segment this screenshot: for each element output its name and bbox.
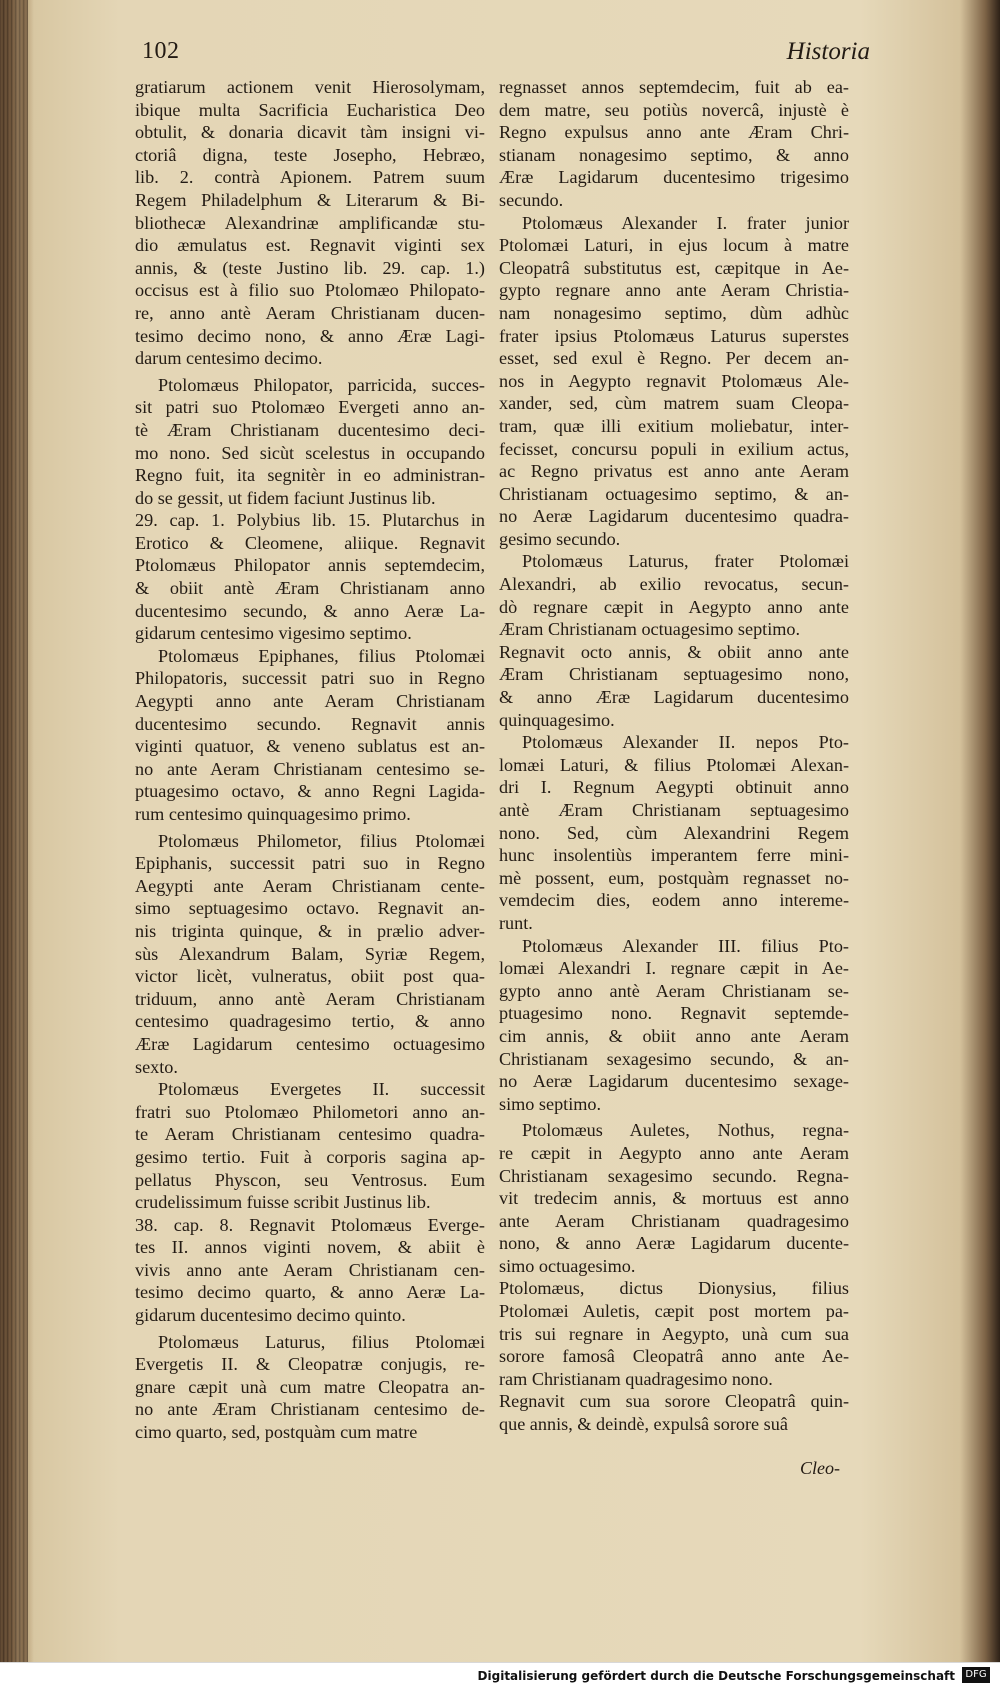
text-line: Æram Christianam octuagesimo septimo.	[499, 619, 801, 640]
text-line: nono. Sed, cùm Alexandrini Regem	[499, 822, 849, 843]
text-line: runt.	[499, 912, 533, 933]
text-line: triduum, anno antè Aeram Christianam	[135, 988, 485, 1009]
text-line: ptuagesimo octavo, & anno Regni Lagida-	[135, 781, 485, 802]
text-line: Christianam octuagesimo septimo, & an-	[499, 483, 849, 504]
text-line: Ptolomæus Epiphanes, filius Ptolomæi	[158, 645, 485, 666]
text-line: ibique multa Sacrificia Eucharistica Deo	[135, 99, 485, 120]
text-line: crudelissimum fuisse scribit Justinus lib.	[135, 1192, 431, 1213]
text-line: vemdecim dies, eodem anno intereme-	[499, 890, 849, 911]
text-line: no ante Æram Christianam centesimo de-	[135, 1399, 485, 1420]
text-line: Ptolomæus Evergetes II. successit	[158, 1079, 485, 1100]
funding-credit: Digitalisierung gefördert durch die Deutsche Forschungsgemeinschaft	[477, 1669, 955, 1683]
text-line: & anno Æræ Lagidarum ducentesimo	[499, 687, 849, 708]
text-line: Regnavit octo annis, & obiit anno ante	[499, 641, 849, 662]
text-line: esset, sed exul è Regno. Per decem an-	[499, 348, 849, 369]
text-line: stianam nonagesimo septimo, & anno	[499, 144, 849, 165]
text-line: Philopatoris, successit patri suo in Regno	[135, 668, 485, 689]
text-line: tes II. annos viginti novem, & abiit è	[135, 1237, 485, 1258]
text-line: mè possent, eum, postquàm regnasset no-	[499, 867, 849, 888]
text-line: Ptolomæus Alexander II. nepos Pto-	[522, 732, 849, 753]
right-text-column	[499, 76, 849, 1436]
text-line: Ptolomæus Laturus, filius Ptolomæi	[158, 1331, 485, 1352]
text-line: Æram Christianam septuagesimo nono,	[499, 664, 849, 685]
text-line: obtulit, & donaria dicavit tàm insigni vi-	[135, 122, 485, 143]
text-line: hunc insolentiùs imperantem ferre mini-	[499, 845, 849, 866]
text-line: viginti quatuor, & veneno sublatus est an-	[135, 736, 485, 757]
text-line: & obiit antè Æram Christianam anno	[135, 578, 485, 599]
text-line: vivis anno ante Aeram Christianam cen-	[135, 1259, 485, 1280]
text-line: fecisset, concursu populi in exilium actus,	[499, 438, 849, 459]
text-line: tesimo decimo nono, & anno Æræ Lagi-	[135, 325, 485, 346]
text-line: Ptolomæus, dictus Dionysius, filius	[499, 1278, 849, 1299]
text-line: Evergetis II. & Cleopatræ conjugis, re-	[135, 1354, 485, 1375]
text-line: darum centesimo decimo.	[135, 348, 323, 369]
text-line: Æræ Lagidarum centesimo octuagesimo	[135, 1033, 485, 1054]
text-line: gidarum centesimo vigesimo septimo.	[135, 623, 412, 644]
text-line: ante Aeram Christianam quadragesimo	[499, 1210, 849, 1231]
text-line: gypto regnare anno ante Aeram Christia-	[499, 280, 849, 301]
text-line: tris sui regnare in Aegypto, unà cum sua	[499, 1323, 849, 1344]
text-line: gnare cæpit unà cum matre Cleopatra an-	[135, 1376, 485, 1397]
text-line: gesimo secundo.	[499, 528, 621, 549]
text-line: tè Æram Christianam ducentesimo deci-	[135, 419, 485, 440]
text-line: annis, & (teste Justino lib. 29. cap. 1.)	[135, 257, 485, 278]
text-line: gratiarum actionem venit Hierosolymam,	[135, 77, 485, 97]
text-line: tesimo decimo quarto, & anno Aeræ La-	[135, 1282, 485, 1303]
text-line: simo septimo.	[499, 1093, 602, 1114]
text-line: que annis, & deindè, expulsâ sorore suâ	[499, 1414, 788, 1435]
running-title: Historia	[786, 38, 870, 65]
text-line: victor licèt, vulneratus, obiit post qua-	[135, 966, 485, 987]
text-line: te Aeram Christianam centesimo quadra-	[135, 1124, 485, 1145]
text-line: no Aeræ Lagidarum ducentesimo sexage-	[499, 1071, 849, 1092]
text-line: Regno fuit, ita segnitèr in eo administran-	[135, 465, 485, 486]
dfg-logo: DFG	[962, 1667, 990, 1683]
text-line: lib. 2. contrà Apionem. Patrem suum	[135, 167, 485, 188]
text-line: ctoriâ digna, teste Josepho, Hebræo,	[135, 144, 485, 165]
text-line: rum centesimo quinquagesimo primo.	[135, 804, 411, 824]
text-line: tram, quæ illi exitium moliebatur, inter-	[499, 415, 849, 436]
text-line: Ptolomæus Philopator annis septemdecim,	[135, 555, 485, 576]
text-line: Alexandri, ab exilio revocatus, secun-	[499, 574, 849, 595]
text-line: regnasset annos septemdecim, fuit ab ea-	[499, 77, 849, 97]
text-line: Ptolomæus Philopator, parricida, succes-	[158, 374, 485, 395]
text-line: Ptolomæus Philometor, filius Ptolomæi	[158, 830, 485, 851]
catchword: Cleo-	[800, 1458, 840, 1478]
text-line: Aegypti anno ante Aeram Christianam	[135, 691, 485, 712]
text-line: ptuagesimo nono. Regnavit septemde-	[499, 1003, 849, 1024]
text-line: re, anno antè Aeram Christianam ducen-	[135, 302, 485, 323]
text-line: lomæi Laturi, & filius Ptolomæi Alexan-	[499, 754, 849, 775]
text-line: centesimo quadragesimo tertio, & anno	[135, 1011, 485, 1032]
text-line: Cleopatrâ substitutus est, cæpitque in Ae-	[499, 257, 849, 278]
text-line: simo septuagesimo octavo. Regnavit an-	[135, 898, 485, 919]
page-number: 102	[142, 38, 180, 64]
text-line: Æræ Lagidarum ducentesimo trigesimo	[499, 167, 849, 188]
left-text-column	[135, 76, 485, 1444]
text-line: ducentesimo secundo, & anno Aeræ La-	[135, 600, 485, 621]
text-line: dio æmulatus est. Regnavit viginti sex	[135, 235, 485, 256]
text-line: Ptolomæus Alexander III. filius Pto-	[522, 935, 849, 956]
text-line: dri I. Regnum Aegypti obtinuit anno	[499, 777, 849, 798]
text-line: simo octuagesimo.	[499, 1255, 636, 1276]
text-line: fratri suo Ptolomæo Philometori anno an-	[135, 1101, 485, 1122]
text-line: nam nonagesimo septimo, dùm adhùc	[499, 302, 849, 323]
text-line: sit patri suo Ptolomæo Evergeti anno an-	[135, 397, 485, 418]
text-line: vit tredecim annis, & mortuus est anno	[499, 1188, 849, 1209]
text-line: Christianam sexagesimo secundo. Regna-	[499, 1165, 849, 1186]
text-line: Ptolomæus Laturus, frater Ptolomæi	[522, 551, 849, 572]
text-line: cim annis, & obiit anno ante Aeram	[499, 1025, 849, 1046]
book-spine-edge	[0, 0, 28, 1662]
text-line: sorore famosâ Cleopatrâ anno ante Ae-	[499, 1346, 849, 1367]
text-line: ram Christianam quadragesimo nono.	[499, 1368, 773, 1389]
text-line: Regnavit cum sua sorore Cleopatrâ quin-	[499, 1391, 849, 1412]
text-line: quinquagesimo.	[499, 709, 615, 730]
text-line: bliothecæ Alexandrinæ amplificandæ stu-	[135, 212, 485, 233]
text-line: 29. cap. 1. Polybius lib. 15. Plutarchus in	[135, 510, 485, 531]
text-line: Ptolomæus Alexander I. frater junior	[522, 212, 849, 233]
text-line: xander, sed, cùm matrem suam Cleopa-	[499, 393, 849, 414]
text-line: sùs Alexandrum Balam, Syriæ Regem,	[135, 943, 485, 964]
text-line: re cæpit in Aegypto anno ante Aeram	[499, 1142, 849, 1163]
text-line: Christianam sexagesimo secundo, & an-	[499, 1048, 849, 1069]
text-line: mo nono. Sed sicùt scelestus in occupando	[135, 442, 485, 463]
text-line: dem matre, seu potiùs novercâ, injustè è	[499, 99, 849, 120]
text-line: nos in Aegypto regnavit Ptolomæus Ale-	[499, 370, 849, 391]
text-line: nono, & anno Aeræ Lagidarum ducente-	[499, 1233, 849, 1254]
text-line: lomæi Alexandri I. regnare cæpit in Ae-	[499, 958, 849, 979]
text-line: Ptolomæus Auletes, Nothus, regna-	[522, 1120, 849, 1141]
text-line: 38. cap. 8. Regnavit Ptolomæus Everge-	[135, 1214, 485, 1235]
text-line: cimo quarto, sed, postquàm cum matre	[135, 1422, 418, 1443]
text-line: antè Æram Christianam septuagesimo	[499, 800, 849, 820]
text-line: Regno expulsus anno ante Æram Chri-	[499, 122, 849, 143]
text-line: gidarum ducentesimo decimo quinto.	[135, 1305, 406, 1326]
text-line: Ptolomæi Auletis, cæpit post mortem pa-	[499, 1301, 849, 1322]
text-line: frater ipsius Ptolomæus Laturus superstes	[499, 325, 849, 346]
text-line: do se gessit, ut fidem faciunt Justinus lib.	[135, 487, 436, 508]
text-line: nis triginta quinque, & in prælio adver-	[135, 920, 485, 941]
text-line: sexto.	[135, 1056, 178, 1077]
text-line: dò regnare cæpit in Aegypto anno ante	[499, 596, 849, 617]
text-line: no ante Aeram Christianam centesimo se-	[135, 758, 485, 779]
text-line: occisus est à filio suo Ptolomæo Philopato-	[135, 280, 485, 301]
text-line: Epiphanis, successit patri suo in Regno	[135, 853, 485, 874]
text-line: Regem Philadelphum & Literarum & Bi-	[135, 189, 485, 210]
text-line: gypto anno antè Aeram Christianam se-	[499, 980, 849, 1001]
text-line: secundo.	[499, 189, 564, 210]
digitization-footer	[0, 1662, 1000, 1688]
text-line: Erotico & Cleomene, aliique. Regnavit	[135, 532, 485, 553]
page-content	[135, 38, 915, 1638]
text-line: Aegypti ante Aeram Christianam cente-	[135, 875, 485, 896]
text-line: ducentesimo secundo. Regnavit annis	[135, 713, 485, 734]
text-line: ac Regno privatus est anno ante Aeram	[499, 461, 849, 482]
text-line: gesimo tertio. Fuit à corporis sagina ap-	[135, 1146, 485, 1167]
text-line: no Aeræ Lagidarum ducentesimo quadra-	[499, 506, 849, 527]
text-line: Ptolomæi Laturi, in ejus locum à matre	[499, 235, 849, 256]
text-line: pellatus Physcon, seu Ventrosus. Eum	[135, 1169, 485, 1190]
